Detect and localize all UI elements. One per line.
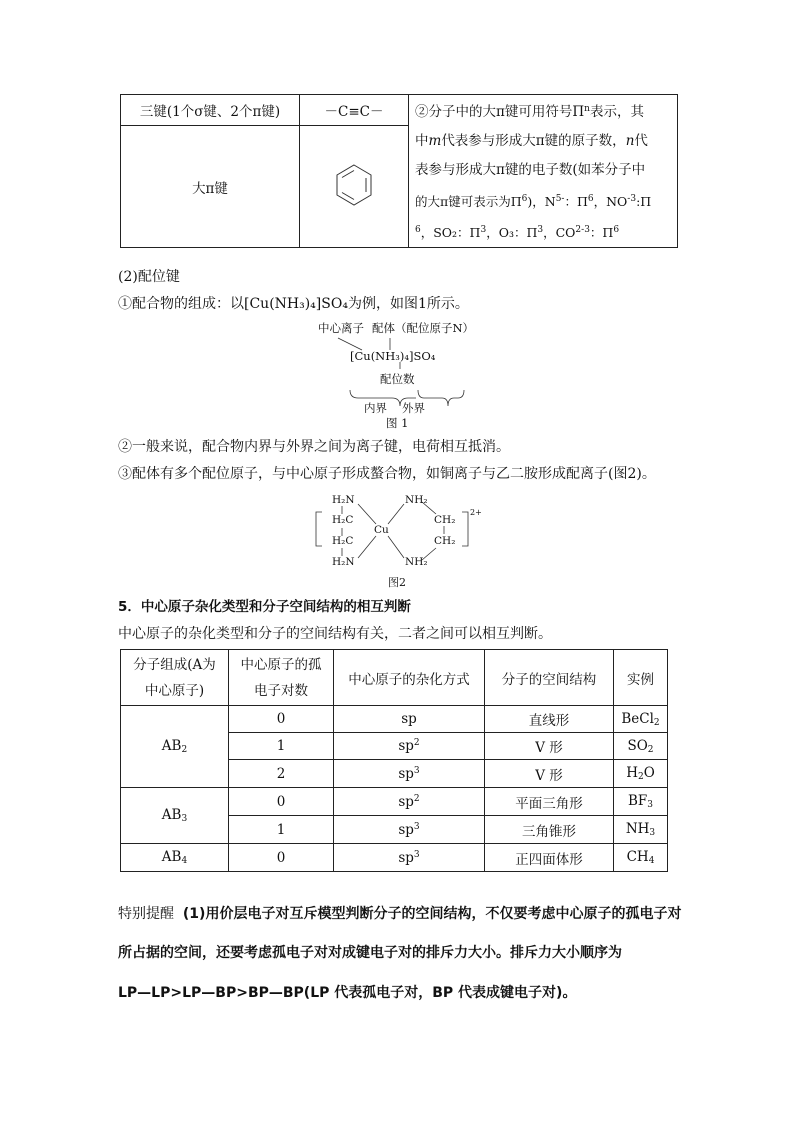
remark-line1: 特别提醒 (1)用价层电子对互斥模型判断分子的空间结构，不仅要考虑中心原子的孤电子对 — [118, 906, 682, 922]
fig1-inner: 内界 — [364, 401, 387, 415]
fig1-caption: 图 1 — [386, 416, 409, 430]
table-row — [121, 844, 668, 872]
cell-hybridization: $sp^2$ — [334, 788, 485, 816]
cell-lone-pairs: 2 — [229, 760, 334, 788]
cell-example: $H_2O$ — [614, 760, 668, 788]
coord-heading: (2)配位键 — [118, 269, 180, 285]
fig2-ch2-right-2: CH₂ — [434, 535, 456, 547]
cell-hybridization: sp — [334, 706, 485, 733]
cell-shape: V 形 — [485, 760, 614, 788]
coord-item2: ②一般来说，配合物内界与外界之间为离子键，电荷相互抵消。 — [118, 439, 510, 455]
group-ab2: $AB_2$ — [121, 706, 229, 788]
figure-1 — [300, 318, 500, 430]
big-pi-label: 大π键 — [121, 126, 300, 248]
coord-item1: ①配合物的组成：以[Cu(NH₃)₄]SO₄为例，如图1所示。 — [118, 296, 469, 312]
figure-2 — [312, 490, 492, 588]
triple-bond-label: 三键(1个σ键、2个π键) — [121, 95, 300, 126]
header-shape: 分子的空间结构 — [485, 650, 614, 706]
cell-hybridization: $sp^3$ — [334, 844, 485, 872]
cell-hybridization: $sp^3$ — [334, 816, 485, 844]
fig1-coord-num: 配位数 — [380, 372, 415, 386]
fig2-ch2-right-1: CH₂ — [434, 514, 456, 526]
remark-label: 特别提醒 — [118, 906, 174, 922]
cell-shape: V 形 — [485, 733, 614, 760]
cell-lone-pairs: 0 — [229, 706, 334, 733]
benzene-ring-icon — [334, 162, 374, 208]
fig2-nh2-bottom-right: NH₂ — [405, 556, 428, 568]
cell-example: $SO_2$ — [614, 733, 668, 760]
fig2-cu: Cu — [374, 524, 389, 536]
fig2-nh2-bottom-left: H₂N — [332, 556, 355, 568]
fig1-ligand: 配体（配位原子N） — [372, 321, 475, 335]
remark-line2: 所占据的空间，还要考虑孤电子对对成键电子对的排斥力大小。排斥力大小顺序为 — [118, 945, 622, 961]
fig2-charge: 2+ — [470, 508, 482, 517]
group-ab4: $AB_4$ — [121, 844, 229, 872]
cell-hybridization: $sp^3$ — [334, 760, 485, 788]
cell-lone-pairs: 0 — [229, 844, 334, 872]
header-example: 实例 — [614, 650, 668, 706]
fig2-nh2-top-left: H₂N — [332, 494, 355, 506]
fig1-formula: [Cu(NH₃)₄]SO₄ — [350, 349, 436, 363]
header-lone-pairs: 中心原子的孤 电子对数 — [229, 650, 334, 706]
cell-shape: 直线形 — [485, 706, 614, 733]
cell-example: BeCl$_2$ — [614, 706, 668, 733]
hybrid-table — [120, 649, 668, 872]
header-hybridization: 中心原子的杂化方式 — [334, 650, 485, 706]
fig2-caption: 图2 — [388, 576, 406, 589]
section5-heading: 5．中心原子杂化类型和分子空间结构的相互判断 — [118, 599, 411, 615]
table-row — [121, 706, 668, 733]
fig1-center-ion: 中心离子 — [318, 321, 364, 335]
remark-line3: LP—LP>LP—BP>BP—BP(LP 代表孤电子对，BP 代表成键电子对)。 — [118, 985, 577, 1001]
group-ab3: $AB_3$ — [121, 788, 229, 844]
section5-intro: 中心原子的杂化类型和分子的空间结构有关，二者之间可以相互判断。 — [118, 626, 552, 642]
cell-lone-pairs: 1 — [229, 733, 334, 760]
header-composition: 分子组成(A为 中心原子) — [121, 650, 229, 706]
cell-lone-pairs: 1 — [229, 816, 334, 844]
fig1-outer: 外界 — [402, 401, 425, 415]
bond-table — [120, 94, 678, 248]
cell-shape: 三角锥形 — [485, 816, 614, 844]
table-row — [121, 788, 668, 816]
fig2-ch2-left-1: H₂C — [332, 514, 354, 526]
fig2-ch2-left-2: H₂C — [332, 535, 354, 547]
cell-hybridization: $sp^2$ — [334, 733, 485, 760]
big-pi-note: ②分子中的大π键可用符号$\Pi^n$表示，其 中m代表参与形成大π键的原子数，n代 表参与形成大π键的电子数(如苯分子中 的大π键可表示为$\Pi^6$)，$N^{5-}$：$\Pi^6$，$NO^{-3}:\Pi$ $^6$，SO₂：$\Pi^3$，O₃：$\Pi^3$，CO$^{2-3}$：$\Pi^6$ — [409, 95, 678, 248]
triple-bond-structure: －C≡C－ — [300, 95, 409, 126]
cell-shape: 正四面体形 — [485, 844, 614, 872]
cell-example: $CH_4$ — [614, 844, 668, 872]
coord-item3: ③配体有多个配位原子，与中心原子形成螯合物，如铜离子与乙二胺形成配离子(图2)。 — [118, 466, 656, 482]
fig2-nh2-top-right: NH₂ — [405, 494, 428, 506]
cell-shape: 平面三角形 — [485, 788, 614, 816]
cell-example: $BF_3$ — [614, 788, 668, 816]
cell-example: $NH_3$ — [614, 816, 668, 844]
big-pi-structure — [300, 126, 409, 248]
cell-lone-pairs: 0 — [229, 788, 334, 816]
